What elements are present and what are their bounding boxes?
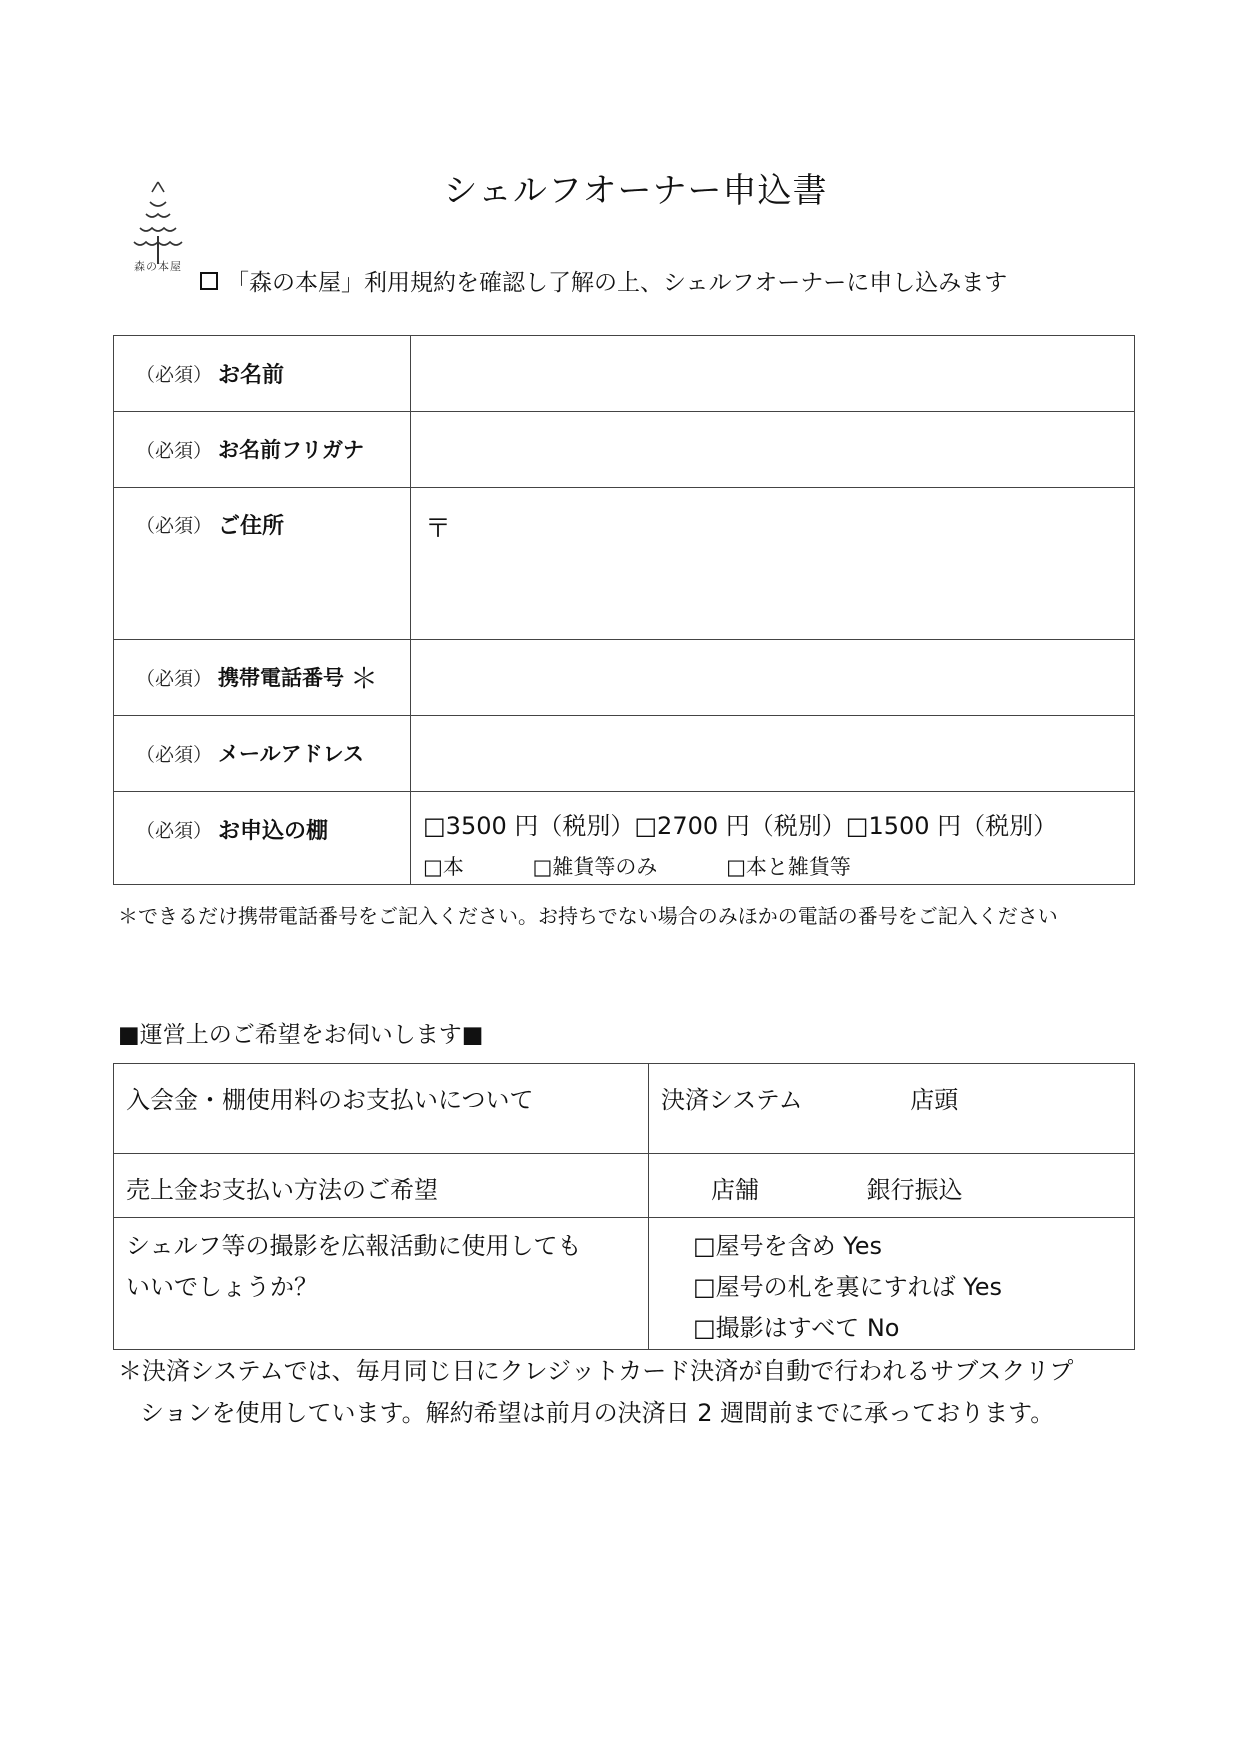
furigana-field[interactable] bbox=[411, 412, 1135, 488]
label-address: ご住所 bbox=[218, 513, 285, 539]
shelf-field[interactable] bbox=[411, 792, 1135, 885]
photo-option-yes[interactable]: □屋号を含め Yes bbox=[693, 1232, 883, 1260]
phone-note: ＊できるだけ携帯電話番号をご記入ください。お持ちでない場合のみほかの電話の番号をご記入ください bbox=[118, 904, 1058, 928]
consent-row bbox=[200, 264, 1007, 297]
shelf-price-options[interactable]: □3500 円（税別）□2700 円（税別）□1500 円（税別） bbox=[423, 812, 1058, 840]
photo-option-yes-hidden[interactable]: □屋号の札を裏にすれば Yes bbox=[693, 1273, 1003, 1301]
form-row-address bbox=[114, 488, 1135, 640]
photo-label bbox=[114, 1218, 649, 1350]
consent-checkbox[interactable] bbox=[200, 272, 218, 290]
required-tag: （必須） bbox=[136, 439, 213, 462]
form-row-mobile bbox=[114, 640, 1135, 716]
sales-label: 売上金お支払い方法のご希望 bbox=[114, 1154, 649, 1218]
shelf-type-both[interactable]: □本と雑貨等 bbox=[726, 855, 851, 879]
label-email: メールアドレス bbox=[218, 742, 364, 766]
sales-option-store[interactable]: 店舗 bbox=[711, 1176, 759, 1204]
email-field[interactable] bbox=[411, 716, 1135, 792]
photo-label-line1: シェルフ等の撮影を広報活動に使用しても bbox=[126, 1232, 582, 1260]
form-row-shelf bbox=[114, 792, 1135, 885]
payment-note bbox=[118, 1350, 1138, 1434]
payment-options bbox=[649, 1064, 1135, 1154]
section-title: ■運営上のご希望をお伺いします■ bbox=[118, 1022, 484, 1048]
form-row-email bbox=[114, 716, 1135, 792]
payment-option-system[interactable]: 決済システム bbox=[661, 1086, 803, 1114]
payment-option-store[interactable]: 店頭 bbox=[910, 1086, 959, 1114]
pref-row-sales bbox=[114, 1154, 1135, 1218]
mobile-field[interactable] bbox=[411, 640, 1135, 716]
postal-mark: 〒 bbox=[425, 514, 452, 544]
photo-label-line2: いいでしょうか？ bbox=[126, 1273, 318, 1301]
name-field[interactable] bbox=[411, 336, 1135, 412]
pref-row-photo bbox=[114, 1218, 1135, 1350]
logo-text: 森の本屋 bbox=[134, 260, 182, 273]
preferences-table bbox=[113, 1063, 1135, 1350]
application-form-table bbox=[113, 335, 1135, 885]
required-tag: （必須） bbox=[136, 514, 213, 537]
address-field[interactable] bbox=[411, 488, 1135, 640]
form-row-name bbox=[114, 336, 1135, 412]
payment-note-line2: ションを使用しています。解約希望は前月の決済日 2 週間前までに承っております。 bbox=[140, 1399, 1055, 1427]
photo-option-no[interactable]: □撮影はすべて No bbox=[693, 1314, 900, 1342]
sales-options bbox=[649, 1154, 1135, 1218]
shelf-type-options bbox=[411, 841, 1134, 881]
consent-text: 「森の本屋」利用規約を確認し了解の上、シェルフオーナーに申し込みます bbox=[226, 270, 1008, 296]
asterisk-mark: ＊ bbox=[350, 662, 379, 695]
shelf-type-goods[interactable]: □雑貨等のみ bbox=[532, 855, 658, 879]
label-furigana: お名前フリガナ bbox=[218, 438, 364, 462]
required-tag: （必須） bbox=[136, 819, 213, 842]
label-shelf: お申込の棚 bbox=[218, 818, 329, 844]
sales-option-bank[interactable]: 銀行振込 bbox=[866, 1176, 963, 1204]
form-row-furigana bbox=[114, 412, 1135, 488]
pref-row-payment bbox=[114, 1064, 1135, 1154]
page-title: シェルフオーナー申込書 bbox=[443, 171, 828, 211]
shelf-type-books[interactable]: □本 bbox=[423, 855, 464, 879]
required-tag: （必須） bbox=[136, 363, 213, 386]
label-mobile: 携帯電話番号 bbox=[218, 666, 345, 690]
label-name: お名前 bbox=[218, 362, 285, 388]
payment-label: 入会金・棚使用料のお支払いについて bbox=[114, 1064, 649, 1154]
required-tag: （必須） bbox=[136, 667, 213, 690]
payment-note-line1: ＊決済システムでは、毎月同じ日にクレジットカード決済が自動で行われるサブスクリプ bbox=[118, 1357, 1074, 1385]
photo-options bbox=[649, 1218, 1135, 1350]
required-tag: （必須） bbox=[136, 743, 213, 766]
